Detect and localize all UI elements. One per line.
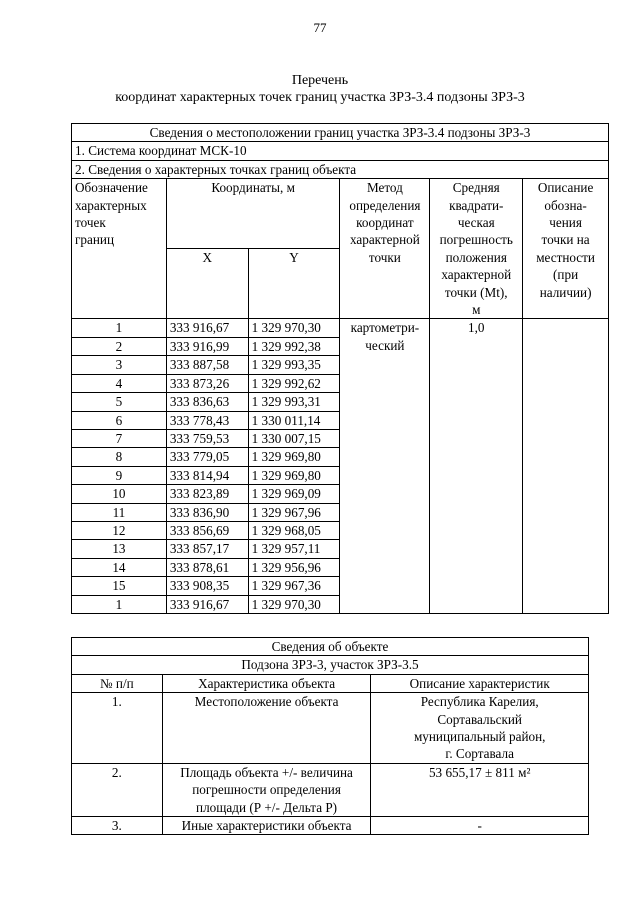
coordinate-x: 333 857,17	[166, 540, 248, 558]
document-title	[0, 72, 640, 106]
text-line: границ	[75, 232, 115, 248]
text-line: координат	[356, 215, 414, 231]
point-number: 5	[72, 393, 167, 411]
table-row	[72, 319, 609, 337]
coordinate-x: 333 916,99	[166, 337, 248, 355]
text-line: Описание	[537, 180, 594, 196]
coordinate-x: 333 908,35	[166, 577, 248, 595]
header-coordinates: Координаты, м	[166, 179, 340, 249]
title-line-2: координат характерных точек границ участка ЗРЗ-3.4 подзоны ЗРЗ-3	[115, 90, 525, 105]
coordinate-y: 1 330 007,15	[248, 429, 340, 447]
error-value: 1,0	[430, 319, 523, 614]
coordinate-y: 1 329 993,35	[248, 356, 340, 374]
coordinate-y: 1 329 967,36	[248, 577, 340, 595]
text-line: погрешности определения	[192, 782, 341, 798]
coordinate-x: 333 779,05	[166, 448, 248, 466]
characteristic-value	[371, 817, 589, 835]
coordinate-x: 333 878,61	[166, 558, 248, 576]
coordinate-x: 333 873,26	[166, 374, 248, 392]
text-line: Средняя	[452, 180, 500, 196]
text-line: Местоположение объекта	[194, 694, 339, 710]
coordinate-x: 333 823,89	[166, 485, 248, 503]
coordinates-table	[71, 123, 609, 614]
coordinate-x: 333 759,53	[166, 429, 248, 447]
text-line: -	[477, 818, 482, 834]
point-number: 2	[72, 337, 167, 355]
text-line: определения	[349, 197, 421, 213]
coordinate-y: 1 329 956,96	[248, 558, 340, 576]
coordinate-x: 333 836,63	[166, 393, 248, 411]
table-row	[72, 693, 589, 764]
point-number: 6	[72, 411, 167, 429]
point-number: 1	[72, 595, 167, 613]
header-y: Y	[248, 249, 340, 319]
coordinate-system-row	[72, 142, 609, 160]
text-line: Иные характеристики объекта	[181, 818, 352, 834]
coordinate-x: 333 916,67	[166, 595, 248, 613]
text-line: квадрати-	[449, 197, 504, 213]
header-error	[430, 179, 523, 319]
coordinate-y: 1 329 992,62	[248, 374, 340, 392]
point-number: 3	[72, 356, 167, 374]
coordinate-y: 1 329 969,80	[248, 466, 340, 484]
characteristic-name	[162, 763, 371, 816]
object-subheading: Подзона ЗРЗ-3, участок ЗРЗ-3.5	[72, 656, 589, 674]
text-line: характерной	[441, 267, 512, 283]
title-line-1: Перечень	[291, 73, 349, 88]
coordinate-x: 333 856,69	[166, 521, 248, 539]
row-number: 1.	[72, 693, 163, 764]
coordinate-y: 1 329 969,09	[248, 485, 340, 503]
point-number: 4	[72, 374, 167, 392]
point-number: 13	[72, 540, 167, 558]
coordinate-y: 1 329 969,80	[248, 448, 340, 466]
page-number: 77	[313, 20, 327, 35]
characteristic-value	[371, 763, 589, 816]
point-number: 9	[72, 466, 167, 484]
table-heading-row	[72, 124, 609, 142]
text-line: положения	[445, 249, 507, 265]
coordinate-y: 1 329 970,30	[248, 319, 340, 337]
coordinate-y: 1 329 993,31	[248, 393, 340, 411]
point-number: 11	[72, 503, 167, 521]
header-x: X	[166, 249, 248, 319]
object-subheading-row	[72, 656, 589, 674]
text-line: Сортавальский	[437, 711, 522, 727]
table-row	[72, 817, 589, 835]
coordinate-y: 1 329 992,38	[248, 337, 340, 355]
text-line: (при	[553, 267, 579, 283]
coordinate-y: 1 330 011,14	[248, 411, 340, 429]
header-description	[523, 179, 609, 319]
text-line: Обозначение	[75, 180, 148, 196]
text-line: точек	[75, 215, 106, 231]
header-row-1	[72, 179, 609, 249]
text-line: точки на	[541, 232, 590, 248]
method-value	[340, 319, 430, 614]
point-number: 1	[72, 319, 167, 337]
table-row	[72, 763, 589, 816]
header-designation	[72, 179, 167, 319]
text-line: муниципальный район,	[413, 729, 546, 745]
point-number: 15	[72, 577, 167, 595]
text-line: местности	[536, 249, 595, 265]
text-line: наличии)	[539, 284, 592, 300]
object-heading-row	[72, 638, 589, 656]
row-number: 3.	[72, 817, 163, 835]
characteristic-name	[162, 693, 371, 764]
object-heading: Сведения об объекте	[72, 638, 589, 656]
text-line: характерной	[349, 232, 420, 248]
table-heading: Сведения о местоположении границ участка ЗРЗ-3.4 подзоны ЗРЗ-3	[72, 124, 609, 142]
point-number: 7	[72, 429, 167, 447]
header-number: № п/п	[72, 674, 163, 692]
text-line: ческий	[365, 337, 405, 353]
object-header-row	[72, 674, 589, 692]
points-heading-row	[72, 160, 609, 178]
header-characteristic-description: Описание характеристик	[371, 674, 589, 692]
text-line: точки (Mt),	[444, 284, 508, 300]
text-line: ческая	[457, 215, 495, 231]
coordinate-x: 333 916,67	[166, 319, 248, 337]
coordinate-x: 333 814,94	[166, 466, 248, 484]
points-heading: 2. Сведения о характерных точках границ объекта	[72, 160, 609, 178]
text-line: м	[472, 302, 481, 318]
text-line: обозна-	[544, 197, 587, 213]
text-line: Метод	[366, 180, 403, 196]
text-line: картометри-	[350, 320, 420, 336]
point-number: 14	[72, 558, 167, 576]
coordinate-x: 333 836,90	[166, 503, 248, 521]
coordinate-x: 333 778,43	[166, 411, 248, 429]
row-number: 2.	[72, 763, 163, 816]
text-line: точки	[368, 249, 401, 265]
header-characteristic: Характеристика объекта	[162, 674, 371, 692]
text-line: погрешность	[439, 232, 513, 248]
point-number: 10	[72, 485, 167, 503]
text-line: Площадь объекта +/- величина	[180, 764, 353, 780]
coordinate-y: 1 329 967,96	[248, 503, 340, 521]
characteristic-name	[162, 817, 371, 835]
text-line: Республика Карелия,	[420, 694, 539, 710]
characteristic-value	[371, 693, 589, 764]
text-line: чения	[549, 215, 582, 231]
text-line: 53 655,17 ± 811 м²	[428, 764, 531, 780]
object-info-table	[71, 637, 589, 835]
coordinate-y: 1 329 968,05	[248, 521, 340, 539]
point-number: 12	[72, 521, 167, 539]
coordinate-y: 1 329 957,11	[248, 540, 340, 558]
text-line: площади (Р +/- Дельта Р)	[196, 799, 338, 815]
coordinate-y: 1 329 970,30	[248, 595, 340, 613]
coordinate-system: 1. Система координат МСК-10	[72, 142, 609, 160]
point-number: 8	[72, 448, 167, 466]
text-line: характерных	[75, 197, 147, 213]
description-value	[523, 319, 609, 614]
coordinate-x: 333 887,58	[166, 356, 248, 374]
text-line: г. Сортавала	[445, 746, 514, 762]
header-method	[340, 179, 430, 319]
